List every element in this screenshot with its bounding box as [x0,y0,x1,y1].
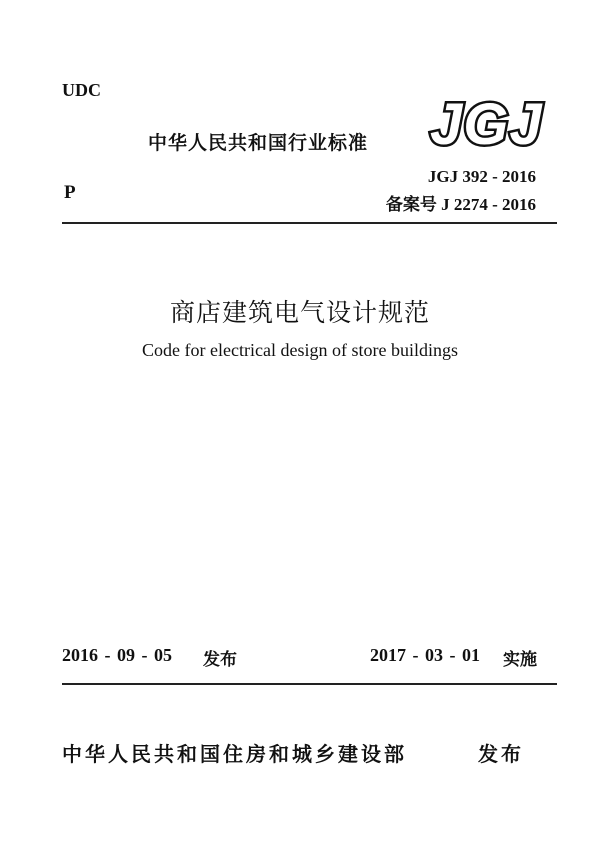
classification-code: P [64,182,76,203]
standard-number: JGJ 392 - 2016 [427,167,536,186]
issue-date: 2016 - 09 - 05 [62,645,172,665]
top-divider [62,222,557,224]
udc-label: UDC [62,80,101,100]
record-number: 备案号 J 2274 - 2016 [385,195,536,214]
bottom-divider [62,683,557,685]
jgj-logo [430,92,543,157]
document-title-chinese: 商店建筑电气设计规范 [169,298,430,327]
jgj-logo-text: JGJ [430,92,543,157]
issuing-authority: 中华人民共和国住房和城乡建设部 [62,742,407,766]
issue-label: 发布 [203,650,237,670]
implementation-label: 实施 [503,650,537,670]
standard-category-heading: 中华人民共和国行业标准 [148,132,369,154]
implementation-date: 2017 - 03 - 01 [370,645,480,665]
document-title-english: Code for electrical design of store buildings [142,340,458,360]
issuing-action: 发布 [478,742,524,766]
